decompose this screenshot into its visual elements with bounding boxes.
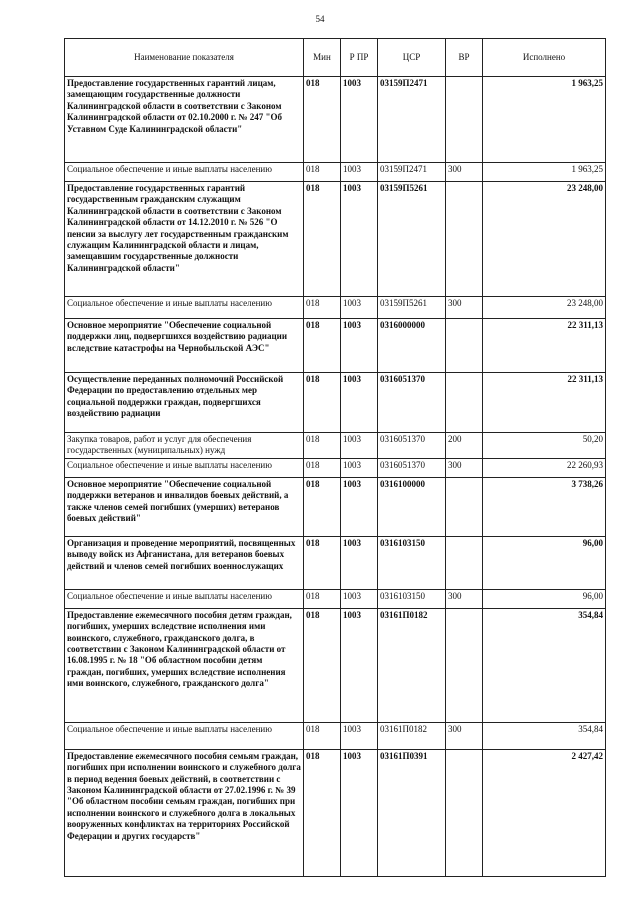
cell-target-article: 03161П0182 — [378, 608, 446, 722]
cell-indicator-name: Осуществление переданных полномочий Российской Федерации по предоставлению отдельных мер социальной поддержки граждан, подвергшихся воздействию радиации — [65, 373, 304, 433]
cell-ministry: 018 — [304, 319, 341, 373]
cell-target-article: 0316051370 — [378, 433, 446, 459]
cell-ministry: 018 — [304, 182, 341, 297]
table-row — [65, 458, 606, 477]
cell-ministry: 018 — [304, 536, 341, 589]
cell-expense-type — [446, 182, 483, 297]
cell-section-subsection: 1003 — [341, 373, 378, 433]
cell-indicator-name: Социальное обеспечение и иные выплаты населению — [65, 297, 304, 319]
cell-expense-type — [446, 319, 483, 373]
cell-target-article: 0316100000 — [378, 477, 446, 536]
table-row — [65, 297, 606, 319]
cell-expense-type — [446, 477, 483, 536]
cell-expense-type — [446, 608, 483, 722]
cell-executed: 2 427,42 — [483, 749, 606, 876]
table-row — [65, 433, 606, 459]
table-row — [65, 319, 606, 373]
cell-section-subsection: 1003 — [341, 589, 378, 608]
cell-indicator-name: Социальное обеспечение и иные выплаты населению — [65, 458, 304, 477]
cell-indicator-name: Социальное обеспечение и иные выплаты населению — [65, 163, 304, 182]
cell-target-article: 0316103150 — [378, 589, 446, 608]
header-target-article: ЦСР — [378, 39, 446, 77]
cell-ministry: 018 — [304, 589, 341, 608]
cell-expense-type: 200 — [446, 433, 483, 459]
cell-expense-type — [446, 77, 483, 163]
cell-executed: 354,84 — [483, 608, 606, 722]
cell-executed: 22 260,93 — [483, 458, 606, 477]
budget-execution-table — [64, 38, 606, 877]
cell-ministry: 018 — [304, 722, 341, 749]
cell-executed: 22 311,13 — [483, 373, 606, 433]
cell-target-article: 03159П5261 — [378, 182, 446, 297]
table-row — [65, 373, 606, 433]
header-indicator-name: Наименование показателя — [65, 39, 304, 77]
cell-indicator-name: Предоставление ежемесячного пособия семьям граждан, погибших при исполнении воинского и служебного долга в период ведения боевых действий, в соответствии с Законом Калининградской области от 27.02.1996 г. № 39 "Об областном пособии семьям граждан, погибших при исполнении воинского и служебного долга в локальных вооруженных конфликтах на территориях Российской Федерации и других государств" — [65, 749, 304, 876]
page-number: 54 — [315, 14, 325, 24]
cell-ministry: 018 — [304, 77, 341, 163]
cell-ministry: 018 — [304, 373, 341, 433]
cell-expense-type: 300 — [446, 589, 483, 608]
cell-ministry: 018 — [304, 608, 341, 722]
cell-executed: 96,00 — [483, 536, 606, 589]
cell-target-article: 03161П0182 — [378, 722, 446, 749]
cell-section-subsection: 1003 — [341, 77, 378, 163]
cell-indicator-name: Социальное обеспечение и иные выплаты населению — [65, 722, 304, 749]
cell-target-article: 03159П5261 — [378, 297, 446, 319]
cell-indicator-name: Предоставление государственных гарантий лицам, замещающим государственные должности Калининградской области в соответствии с Законом Калининградской области от 02.10.2000 г. № 247 "Об Уставном Суде Калининградской области" — [65, 77, 304, 163]
table-row — [65, 608, 606, 722]
cell-expense-type — [446, 536, 483, 589]
header-expense-type: ВР — [446, 39, 483, 77]
cell-section-subsection: 1003 — [341, 749, 378, 876]
cell-ministry: 018 — [304, 749, 341, 876]
header-executed: Исполнено — [483, 39, 606, 77]
cell-section-subsection: 1003 — [341, 297, 378, 319]
table-row — [65, 536, 606, 589]
table-row — [65, 77, 606, 163]
cell-indicator-name: Социальное обеспечение и иные выплаты населению — [65, 589, 304, 608]
cell-section-subsection: 1003 — [341, 458, 378, 477]
cell-executed: 96,00 — [483, 589, 606, 608]
cell-target-article: 03159П2471 — [378, 163, 446, 182]
cell-section-subsection: 1003 — [341, 433, 378, 459]
cell-ministry: 018 — [304, 433, 341, 459]
cell-executed: 22 311,13 — [483, 319, 606, 373]
cell-executed: 1 963,25 — [483, 163, 606, 182]
cell-target-article: 03161П0391 — [378, 749, 446, 876]
cell-section-subsection: 1003 — [341, 182, 378, 297]
cell-ministry: 018 — [304, 297, 341, 319]
table-row — [65, 477, 606, 536]
cell-executed: 23 248,00 — [483, 182, 606, 297]
cell-indicator-name: Предоставление государственных гарантий государственным гражданским служащим Калининградской области в соответствии с Законом Калининградской области от 14.12.2010 г. № 526 "О пенсии за выслугу лет государственным гражданским служащим Калининградской области и лицам, замещавшим государственные должности Калининградской области" — [65, 182, 304, 297]
cell-executed: 354,84 — [483, 722, 606, 749]
cell-ministry: 018 — [304, 458, 341, 477]
cell-ministry: 018 — [304, 163, 341, 182]
cell-target-article: 0316051370 — [378, 458, 446, 477]
cell-ministry: 018 — [304, 477, 341, 536]
cell-executed: 23 248,00 — [483, 297, 606, 319]
cell-section-subsection: 1003 — [341, 163, 378, 182]
table-row — [65, 163, 606, 182]
table-row — [65, 589, 606, 608]
cell-section-subsection: 1003 — [341, 536, 378, 589]
cell-indicator-name: Основное мероприятие "Обеспечение социальной поддержки ветеранов и инвалидов боевых действий, а также членов семей погибших (умерших) ветеранов боевых действий" — [65, 477, 304, 536]
cell-target-article: 0316051370 — [378, 373, 446, 433]
cell-indicator-name: Закупка товаров, работ и услуг для обеспечения государственных (муниципальных) нужд — [65, 433, 304, 459]
cell-indicator-name: Организация и проведение мероприятий, посвященных выводу войск из Афганистана, для ветеранов боевых действий и членов семей погибших военнослужащих — [65, 536, 304, 589]
header-ministry: Мин — [304, 39, 341, 77]
cell-target-article: 0316103150 — [378, 536, 446, 589]
cell-target-article: 03159П2471 — [378, 77, 446, 163]
cell-section-subsection: 1003 — [341, 722, 378, 749]
header-section-subsection: Р ПР — [341, 39, 378, 77]
cell-executed: 3 738,26 — [483, 477, 606, 536]
cell-target-article: 0316000000 — [378, 319, 446, 373]
table-row — [65, 182, 606, 297]
cell-executed: 50,20 — [483, 433, 606, 459]
cell-expense-type: 300 — [446, 458, 483, 477]
table-header-row — [65, 39, 606, 77]
cell-expense-type — [446, 749, 483, 876]
cell-expense-type: 300 — [446, 163, 483, 182]
cell-section-subsection: 1003 — [341, 319, 378, 373]
cell-expense-type — [446, 373, 483, 433]
cell-executed: 1 963,25 — [483, 77, 606, 163]
cell-indicator-name: Предоставление ежемесячного пособия детям граждан, погибших, умерших вследствие исполнения ими воинского, служебного, гражданского долга, в соответствии с Законом Калининградской области от 16.08.1995 г. № 18 "Об областном пособии детям граждан, погибших, умерших вследствие исполнения ими воинского, служебного, гражданского долга" — [65, 608, 304, 722]
cell-section-subsection: 1003 — [341, 477, 378, 536]
cell-expense-type: 300 — [446, 722, 483, 749]
cell-section-subsection: 1003 — [341, 608, 378, 722]
cell-expense-type: 300 — [446, 297, 483, 319]
cell-indicator-name: Основное мероприятие "Обеспечение социальной поддержки лиц, подвергшихся воздействию радиации вследствие катастрофы на Чернобыльской АЭС" — [65, 319, 304, 373]
table-row — [65, 722, 606, 749]
table-row — [65, 749, 606, 876]
